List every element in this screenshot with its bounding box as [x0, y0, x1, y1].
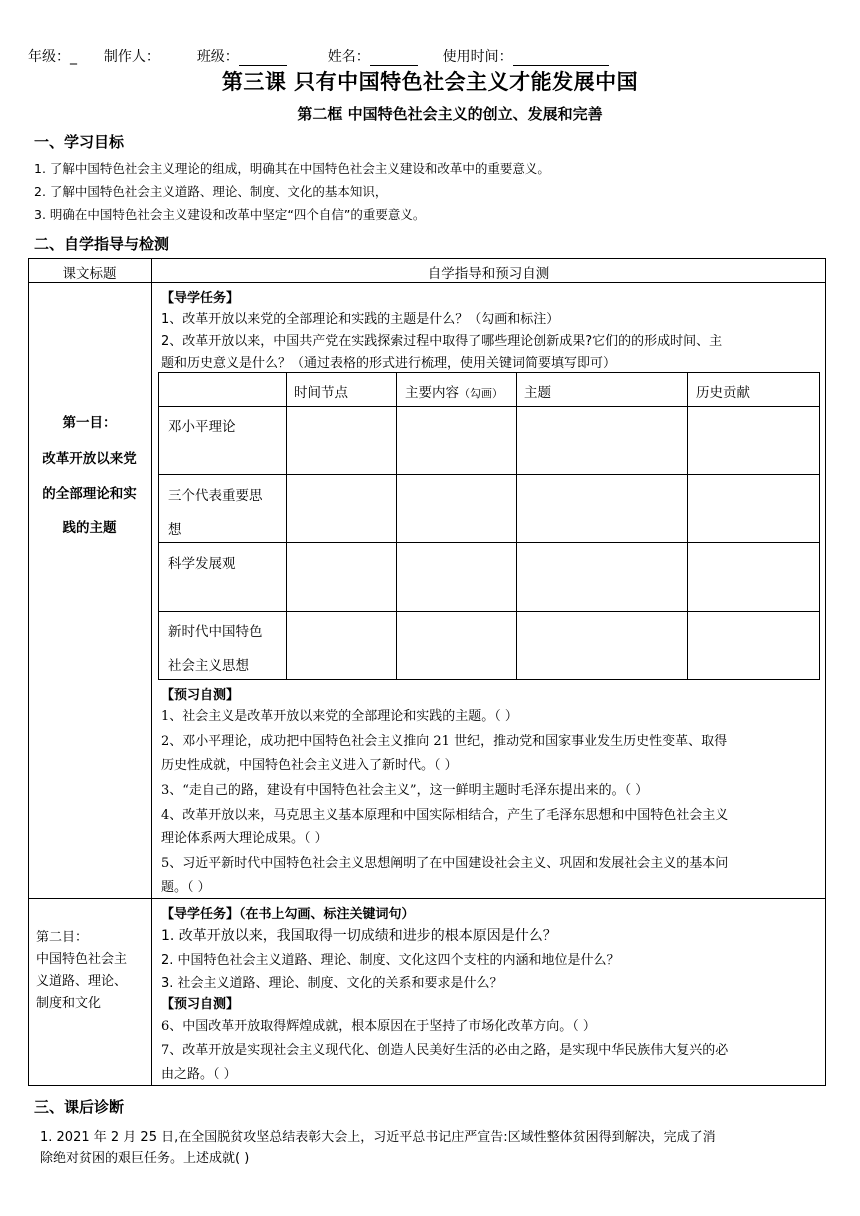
- theory-header-content: 主要内容（勾画）: [405, 385, 503, 401]
- guide-line: 1. 改革开放以来，我国取得一切成绩和进步的根本原因是什么？: [161, 928, 557, 944]
- grade-value: _: [70, 49, 77, 65]
- time-label: 使用时间：: [442, 49, 513, 65]
- guide-line: 2. 中国特色社会主义道路、理论、制度、文化这四个支柱的内涵和地位是什么？: [161, 953, 620, 968]
- part1-title: 践的主题: [62, 520, 117, 536]
- theory-table-divider: [158, 542, 820, 543]
- quiz-line: 理论体系两大理论成果。（ ）: [161, 831, 328, 846]
- theory-table-divider: [396, 372, 397, 680]
- theory-header-contribution: 历史贡献: [696, 385, 750, 401]
- time-blank: [513, 51, 609, 66]
- theory-header-time: 时间节点: [294, 385, 348, 401]
- quiz-heading: 【预习自测】: [161, 997, 240, 1012]
- guide-heading: 【导学任务】: [161, 291, 240, 306]
- table-divider: [151, 258, 152, 1086]
- col-header-guide: 自学指导和预习自测: [427, 266, 550, 282]
- theory-table-divider: [158, 474, 820, 475]
- theory-row-label: 邓小平理论: [168, 419, 236, 435]
- part2-title: 制度和文化: [36, 996, 102, 1011]
- quiz-line: 1、社会主义是改革开放以来党的全部理论和实践的主题。（ ）: [161, 709, 518, 724]
- theory-row-label: 科学发展观: [168, 556, 236, 572]
- name-blank: [370, 51, 418, 66]
- col-header-title: 课文标题: [62, 266, 117, 282]
- grade-label: 年级：: [28, 49, 70, 65]
- guide-line: 3. 社会主义道路、理论、制度、文化的关系和要求是什么？: [161, 976, 503, 991]
- quiz-line: 历史性成就，中国特色社会主义进入了新时代。（ ）: [161, 758, 458, 773]
- quiz-line: 由之路。（ ）: [161, 1067, 237, 1082]
- guide-line: 2、改革开放以来，中国共产党在实践探索过程中取得了哪些理论创新成果?它们的的形成时间、主: [161, 334, 723, 349]
- quiz-line: 6、中国改革开放取得辉煌成就，根本原因在于坚持了市场化改革方向。（ ）: [161, 1019, 596, 1034]
- goal-item: 3. 明确在中国特色社会主义建设和改革中坚定“四个自信”的重要意义。: [34, 207, 426, 222]
- class-label: 班级：: [196, 49, 239, 65]
- quiz-line: 题。（ ）: [161, 880, 211, 895]
- name-label: 姓名：: [327, 49, 370, 65]
- table-divider: [28, 282, 826, 283]
- theory-row-label: 新时代中国特色: [168, 624, 263, 640]
- diagnosis-question: 除绝对贫困的艰巨任务。上述成就( ): [40, 1151, 250, 1166]
- part1-title: 改革开放以来党: [42, 451, 137, 467]
- part1-title: 第一目：: [62, 415, 117, 431]
- page-subtitle: 第二框 中国特色社会主义的创立、发展和完善: [297, 105, 603, 123]
- quiz-line: 5、习近平新时代中国特色社会主义思想阐明了在中国建设社会主义、巩固和发展社会主义的基本问: [161, 856, 729, 871]
- guide-line: 1、改革开放以来党的全部理论和实践的主题是什么？（勾画和标注）: [161, 312, 560, 327]
- theory-table-divider: [687, 372, 688, 680]
- quiz-line: 4、改革开放以来，马克思主义基本原理和中国实际相结合，产生了毛泽东思想和中国特色社会主义: [161, 808, 729, 823]
- theory-header-theme: 主题: [524, 385, 551, 401]
- section-heading-goals: 一、学习目标: [34, 133, 125, 151]
- header-line: [28, 46, 609, 66]
- table-divider: [28, 898, 826, 899]
- part2-title: 第二目：: [36, 930, 89, 945]
- section-heading-diagnosis: 三、课后诊断: [34, 1098, 125, 1116]
- theory-row-label: 三个代表重要思: [168, 488, 263, 504]
- quiz-line: 2、邓小平理论，成功把中国特色社会主义推向 21 世纪，推动党和国家事业发生历史性变革、取得: [161, 734, 728, 749]
- section-heading-selfstudy: 二、自学指导与检测: [34, 235, 170, 253]
- theory-table-divider: [516, 372, 517, 680]
- goal-item: 2. 了解中国特色社会主义道路、理论、制度、文化的基本知识，: [34, 184, 388, 199]
- part1-title: 的全部理论和实: [42, 486, 137, 502]
- part2-title: 中国特色社会主: [36, 952, 128, 967]
- guide-heading: 【导学任务】（在书上勾画、标注关键词句）: [161, 907, 415, 922]
- goal-item: 1. 了解中国特色社会主义理论的组成，明确其在中国特色社会主义建设和改革中的重要意义。: [34, 161, 550, 176]
- theory-row-label: 想: [168, 522, 182, 538]
- quiz-line: 7、改革开放是实现社会主义现代化、创造人民美好生活的必由之路，是实现中华民族伟大复兴的必: [161, 1043, 729, 1058]
- diagnosis-question: 1. 2021 年 2 月 25 日,在全国脱贫攻坚总结表彰大会上，习近平总书记庄严宣告:区域性整体贫困得到解决，完成了消: [40, 1130, 716, 1145]
- theory-table-divider: [158, 406, 820, 407]
- part2-title: 义道路、理论、: [36, 974, 128, 989]
- page-title: 第三课 只有中国特色社会主义才能发展中国: [221, 70, 639, 94]
- guide-line: 题和历史意义是什么？（通过表格的形式进行梳理，使用关键词简要填写即可）: [161, 356, 617, 371]
- class-blank: [239, 51, 287, 66]
- theory-table-divider: [158, 611, 820, 612]
- theory-row-label: 社会主义思想: [168, 658, 249, 674]
- quiz-heading: 【预习自测】: [161, 688, 240, 703]
- maker-label: 制作人：: [103, 49, 160, 65]
- quiz-line: 3、“走自己的路，建设有中国特色社会主义”，这一鲜明主题时毛泽东提出来的。（ ）: [161, 783, 649, 798]
- theory-table-divider: [286, 372, 287, 680]
